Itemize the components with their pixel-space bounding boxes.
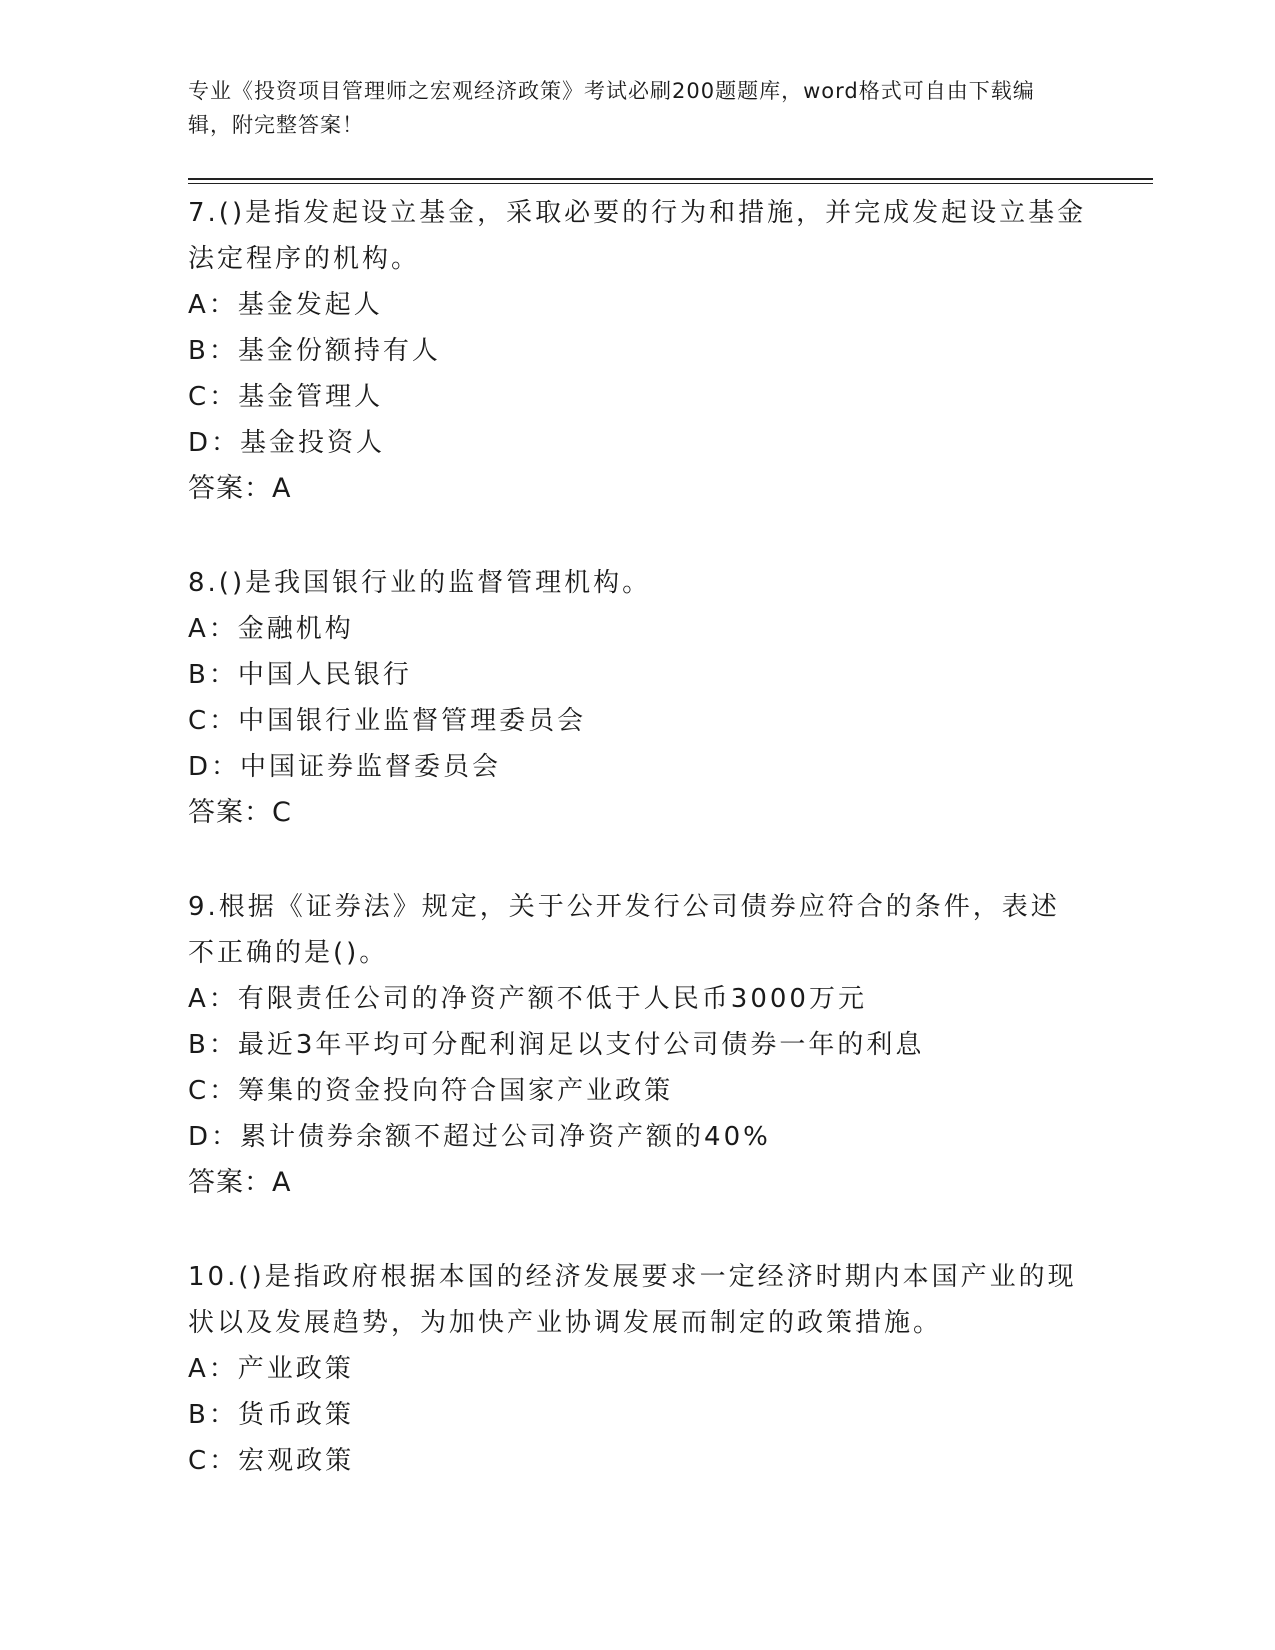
option-c: C：筹集的资金投向符合国家产业政策	[188, 1076, 674, 1106]
option-b: B：中国人民银行	[188, 660, 412, 690]
question-9	[188, 884, 1088, 1206]
option-c: C：宏观政策	[188, 1446, 355, 1476]
option-d: D：中国证券监督委员会	[188, 752, 502, 782]
option-b: B：货币政策	[188, 1400, 354, 1430]
option-d: D：累计债券余额不超过公司净资产额的40%	[188, 1122, 771, 1152]
option-b: B：最近3年平均可分配利润足以支付公司债券一年的利息	[188, 1030, 925, 1060]
option-a: A：有限责任公司的净资产额不低于人民币3000万元	[188, 984, 867, 1014]
answer: 答案：A	[188, 1167, 292, 1198]
option-a: A：产业政策	[188, 1354, 354, 1384]
question-stem: 7.()是指发起设立基金，采取必要的行为和措施，并完成发起设立基金法定程序的机构。	[188, 198, 1087, 274]
document-header: 专业《投资项目管理师之宏观经济政策》考试必刷200题题库，word格式可自由下载编辑，附完整答案！	[188, 79, 1035, 137]
question-8	[188, 560, 1088, 836]
header-divider-thin	[188, 183, 1153, 184]
option-a: A：基金发起人	[188, 290, 383, 320]
header-divider-thick	[188, 178, 1153, 180]
option-a: A：金融机构	[188, 614, 354, 644]
answer: 答案：C	[188, 797, 292, 828]
option-c: C：中国银行业监督管理委员会	[188, 706, 587, 736]
option-d: D：基金投资人	[188, 428, 386, 458]
question-10	[188, 1254, 1088, 1484]
question-stem: 8.()是我国银行业的监督管理机构。	[188, 568, 652, 598]
question-stem: 10.()是指政府根据本国的经济发展要求一定经济时期内本国产业的现状以及发展趋势，为加快产业协调发展而制定的政策措施。	[188, 1262, 1077, 1338]
answer: 答案：A	[188, 473, 292, 504]
option-b: B：基金份额持有人	[188, 336, 441, 366]
question-list	[188, 190, 1088, 1532]
question-stem: 9.根据《证券法》规定，关于公开发行公司债券应符合的条件，表述不正确的是()。	[188, 892, 1060, 968]
question-7	[188, 190, 1088, 512]
option-c: C：基金管理人	[188, 382, 384, 412]
